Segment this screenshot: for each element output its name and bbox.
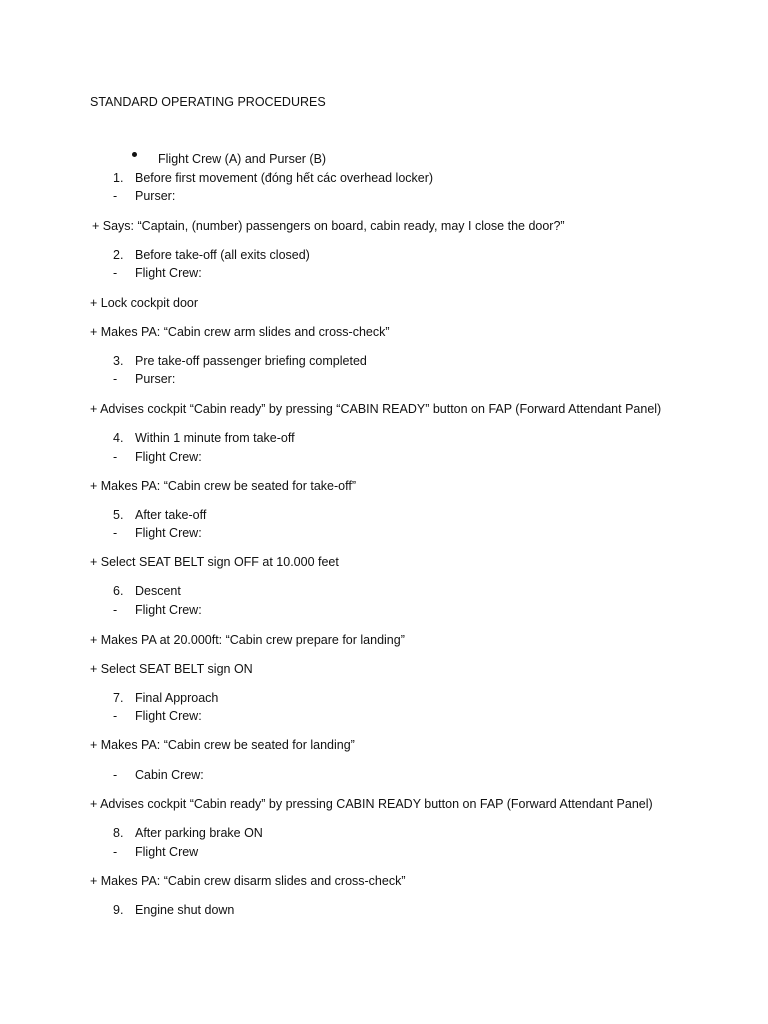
step-number: 6. xyxy=(113,584,124,598)
role-label: Cabin Crew: xyxy=(135,768,204,782)
dash-marker: - xyxy=(113,526,118,540)
step-number: 7. xyxy=(113,691,124,705)
action-line: + Advises cockpit “Cabin ready” by pressing CABIN READY button on FAP (Forward Attendant Panel) xyxy=(90,797,653,811)
role-label: Flight Crew: xyxy=(135,709,202,723)
action-line: + Makes PA: “Cabin crew disarm slides and cross-check” xyxy=(90,874,406,888)
step-label: After take-off xyxy=(135,508,207,522)
dash-marker: - xyxy=(113,845,118,859)
action-line: + Says: “Captain, (number) passengers on board, cabin ready, may I close the door?” xyxy=(92,219,565,233)
step-label: Engine shut down xyxy=(135,903,235,917)
bullet-text: Flight Crew (A) and Purser (B) xyxy=(158,152,327,166)
action-line: + Makes PA: “Cabin crew arm slides and cross-check” xyxy=(90,325,390,339)
action-line: + Select SEAT BELT sign OFF at 10.000 feet xyxy=(90,555,339,569)
step-label: Within 1 minute from take-off xyxy=(135,431,295,445)
step-number: 2. xyxy=(113,248,124,262)
role-label: Flight Crew xyxy=(135,845,199,859)
role-label: Flight Crew: xyxy=(135,266,202,280)
document-title: STANDARD OPERATING PROCEDURES xyxy=(90,95,326,109)
step-label: Before first movement (đóng hết các overhead locker) xyxy=(135,171,434,185)
step-label: Before take-off (all exits closed) xyxy=(135,248,310,262)
dash-marker: - xyxy=(113,709,118,723)
action-line: + Lock cockpit door xyxy=(90,296,199,310)
dash-marker: - xyxy=(113,189,118,203)
action-line: + Makes PA at 20.000ft: “Cabin crew prepare for landing” xyxy=(90,633,405,647)
step-number: 4. xyxy=(113,431,124,445)
action-line: + Advises cockpit “Cabin ready” by pressing “CABIN READY” button on FAP (Forward Attendant Panel) xyxy=(90,402,662,416)
action-line: + Select SEAT BELT sign ON xyxy=(90,662,253,676)
step-label: After parking brake ON xyxy=(135,826,263,840)
step-number: 5. xyxy=(113,508,124,522)
bullet-icon xyxy=(132,152,137,157)
step-number: 8. xyxy=(113,826,124,840)
dash-marker: - xyxy=(113,372,118,386)
role-label: Flight Crew: xyxy=(135,450,202,464)
step-number: 1. xyxy=(113,171,124,185)
step-label: Final Approach xyxy=(135,691,219,705)
step-number: 9. xyxy=(113,903,124,917)
role-label: Purser: xyxy=(135,189,176,203)
dash-marker: - xyxy=(113,768,118,782)
role-label: Flight Crew: xyxy=(135,526,202,540)
action-line: + Makes PA: “Cabin crew be seated for take-off” xyxy=(90,479,356,493)
role-label: Purser: xyxy=(135,372,176,386)
dash-marker: - xyxy=(113,450,118,464)
step-label: Pre take-off passenger briefing completed xyxy=(135,354,367,368)
step-number: 3. xyxy=(113,354,124,368)
step-label: Descent xyxy=(135,584,181,598)
dash-marker: - xyxy=(113,603,118,617)
role-label: Flight Crew: xyxy=(135,603,202,617)
action-line: + Makes PA: “Cabin crew be seated for landing” xyxy=(90,738,355,752)
dash-marker: - xyxy=(113,266,118,280)
